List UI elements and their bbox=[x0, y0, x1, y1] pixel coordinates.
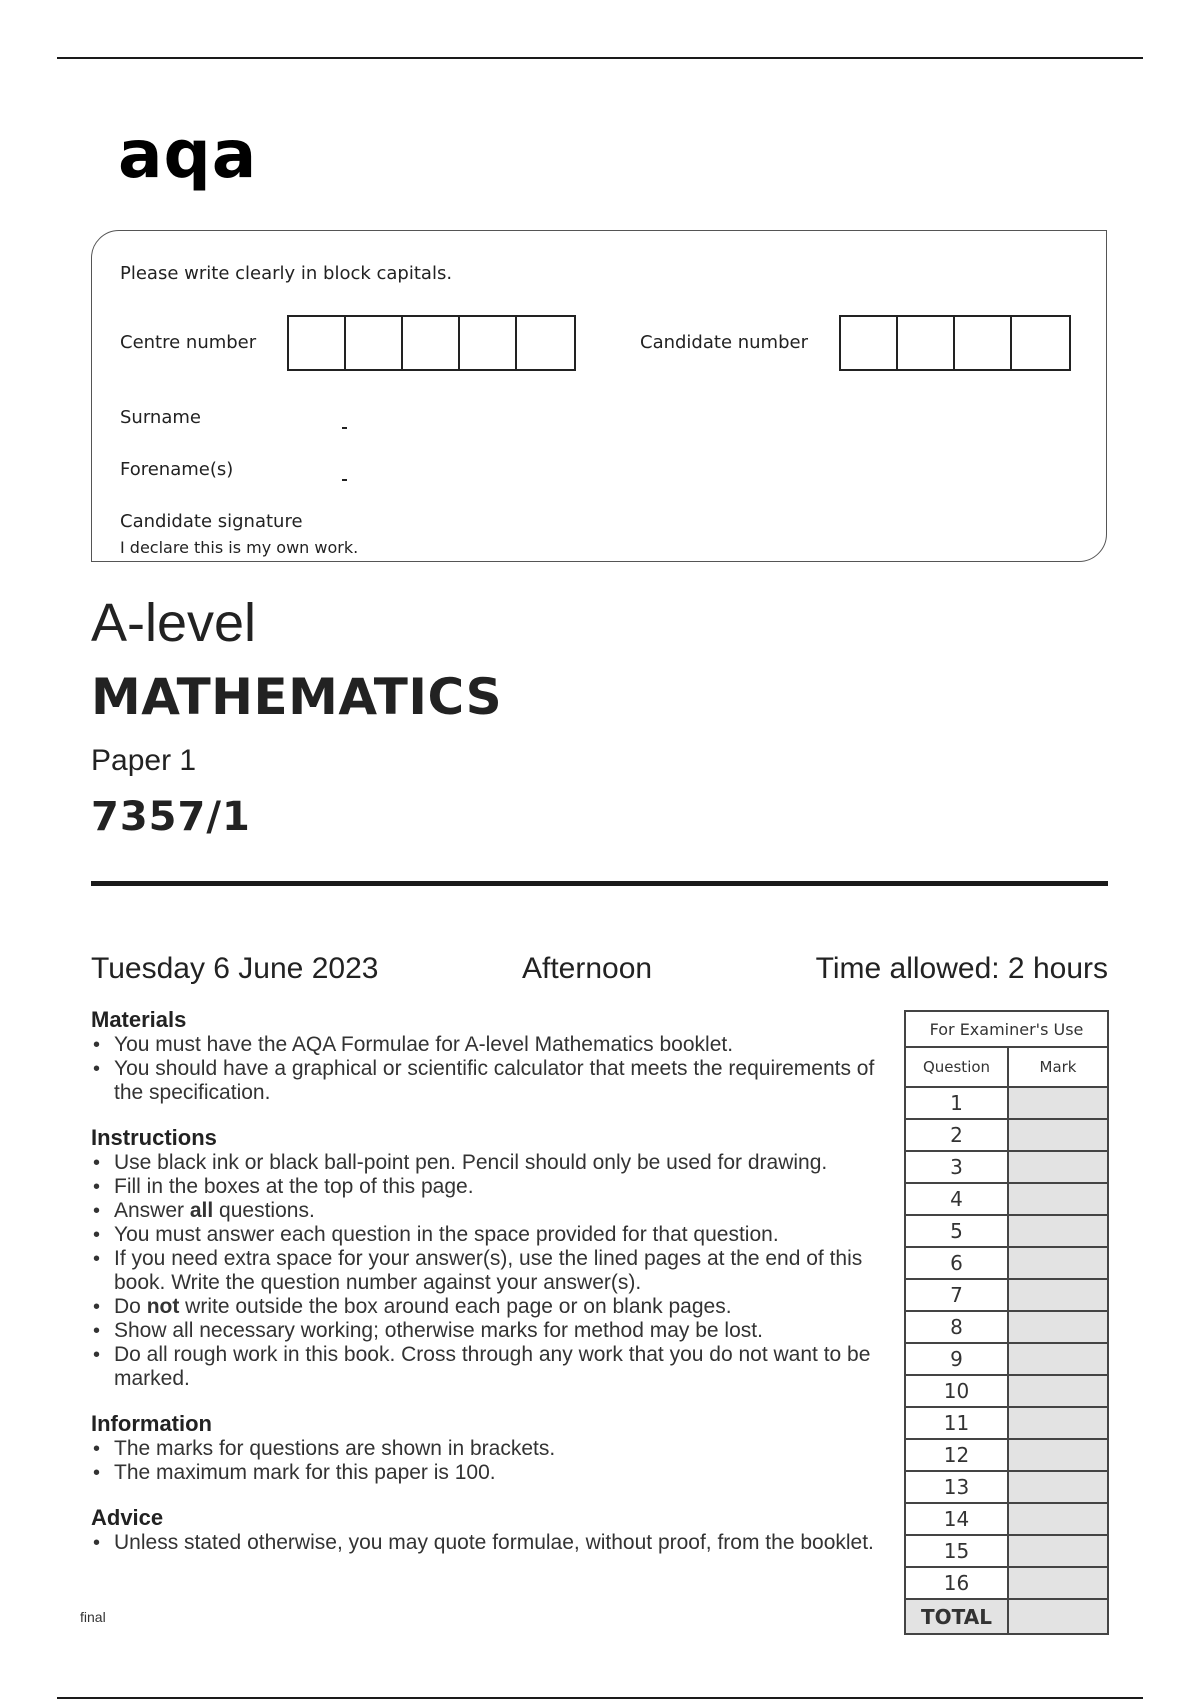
centre-number-boxes[interactable] bbox=[287, 315, 576, 371]
paper-number: Paper 1 bbox=[91, 744, 197, 777]
front-cover-sections bbox=[91, 1007, 891, 1575]
total-mark-cell bbox=[1008, 1599, 1108, 1634]
table-row bbox=[905, 1151, 1108, 1183]
list-item: • If you need extra space for your answer(s), use the lined pages at the end of this book. Write the question number against your answer(s). bbox=[91, 1247, 891, 1295]
question-number: 15 bbox=[905, 1535, 1008, 1567]
list-item: • The marks for questions are shown in brackets. bbox=[91, 1437, 891, 1461]
table-row bbox=[905, 1471, 1108, 1503]
examiner-use-table bbox=[904, 1010, 1109, 1635]
table-row bbox=[905, 1119, 1108, 1151]
table-row bbox=[905, 1343, 1108, 1375]
mark-cell bbox=[1008, 1503, 1108, 1535]
centre-digit-box[interactable] bbox=[289, 317, 346, 369]
mark-column-header: Mark bbox=[1008, 1047, 1108, 1087]
mark-cell bbox=[1008, 1535, 1108, 1567]
question-number: 5 bbox=[905, 1215, 1008, 1247]
centre-digit-box[interactable] bbox=[517, 317, 574, 369]
question-number: 14 bbox=[905, 1503, 1008, 1535]
list-item: • Answer all questions. bbox=[91, 1199, 891, 1223]
top-rule bbox=[57, 57, 1143, 59]
list-item: • Fill in the boxes at the top of this page. bbox=[91, 1175, 891, 1199]
candidate-number-label: Candidate number bbox=[640, 332, 808, 353]
mark-cell bbox=[1008, 1279, 1108, 1311]
instructions-heading: Instructions bbox=[91, 1125, 217, 1150]
list-item: • You should have a graphical or scientific calculator that meets the requirements of the specification. bbox=[91, 1057, 891, 1105]
question-number: 7 bbox=[905, 1279, 1008, 1311]
forename-field[interactable] bbox=[342, 479, 347, 481]
table-row bbox=[905, 1183, 1108, 1215]
emphasis-word: all bbox=[189, 1199, 214, 1222]
mark-cell bbox=[1008, 1311, 1108, 1343]
list-item: • Unless stated otherwise, you may quote formulae, without proof, from the booklet. bbox=[91, 1531, 891, 1555]
information-heading: Information bbox=[91, 1411, 212, 1436]
mark-cell bbox=[1008, 1375, 1108, 1407]
list-item: • Show all necessary working; otherwise marks for method may be lost. bbox=[91, 1319, 891, 1343]
exam-session: Afternoon bbox=[522, 952, 653, 985]
surname-label: Surname bbox=[120, 407, 201, 428]
paper-code: 7357/1 bbox=[91, 794, 251, 840]
block-capitals-instruction: Please write clearly in block capitals. bbox=[120, 263, 453, 284]
question-number: 2 bbox=[905, 1119, 1008, 1151]
candidate-number-boxes[interactable] bbox=[839, 315, 1071, 371]
question-number: 3 bbox=[905, 1151, 1008, 1183]
mark-cell bbox=[1008, 1087, 1108, 1119]
question-column-header: Question bbox=[905, 1047, 1008, 1087]
mark-cell bbox=[1008, 1215, 1108, 1247]
question-number: 4 bbox=[905, 1183, 1008, 1215]
aqa-logo: aqa bbox=[118, 116, 258, 193]
forename-label: Forename(s) bbox=[120, 459, 234, 480]
centre-digit-box[interactable] bbox=[460, 317, 517, 369]
mark-cell bbox=[1008, 1439, 1108, 1471]
information-section bbox=[91, 1411, 891, 1485]
emphasis-word: not bbox=[146, 1295, 180, 1318]
question-number: 16 bbox=[905, 1567, 1008, 1599]
materials-heading: Materials bbox=[91, 1007, 187, 1032]
signature-label: Candidate signature bbox=[120, 511, 303, 532]
list-item: • You must answer each question in the space provided for that question. bbox=[91, 1223, 891, 1247]
candidate-digit-box[interactable] bbox=[1012, 317, 1069, 369]
title-divider bbox=[91, 881, 1108, 886]
candidate-digit-box[interactable] bbox=[898, 317, 955, 369]
table-row bbox=[905, 1311, 1108, 1343]
table-row bbox=[905, 1215, 1108, 1247]
surname-field[interactable] bbox=[342, 427, 347, 429]
question-number: 12 bbox=[905, 1439, 1008, 1471]
list-item: • The maximum mark for this paper is 100. bbox=[91, 1461, 891, 1485]
subject-title: MATHEMATICS bbox=[91, 668, 503, 726]
total-row bbox=[905, 1599, 1108, 1634]
list-item: • Do all rough work in this book. Cross through any work that you do not want to be marked. bbox=[91, 1343, 891, 1391]
table-row bbox=[905, 1375, 1108, 1407]
advice-heading: Advice bbox=[91, 1505, 164, 1530]
qualification-level: A-level bbox=[91, 593, 257, 653]
total-label: TOTAL bbox=[905, 1599, 1008, 1634]
mark-cell bbox=[1008, 1247, 1108, 1279]
table-row bbox=[905, 1087, 1108, 1119]
bottom-rule bbox=[57, 1697, 1143, 1699]
mark-cell bbox=[1008, 1343, 1108, 1375]
question-number: 13 bbox=[905, 1471, 1008, 1503]
candidate-digit-box[interactable] bbox=[955, 317, 1012, 369]
table-row bbox=[905, 1535, 1108, 1567]
table-row bbox=[905, 1439, 1108, 1471]
exam-date: Tuesday 6 June 2023 bbox=[91, 952, 379, 985]
footer-note: final bbox=[80, 1609, 106, 1625]
mark-cell bbox=[1008, 1407, 1108, 1439]
mark-cell bbox=[1008, 1119, 1108, 1151]
advice-section bbox=[91, 1505, 891, 1555]
question-number: 10 bbox=[905, 1375, 1008, 1407]
table-row bbox=[905, 1407, 1108, 1439]
candidate-details-box bbox=[91, 230, 1107, 562]
mark-cell bbox=[1008, 1151, 1108, 1183]
list-item: • You must have the AQA Formulae for A-level Mathematics booklet. bbox=[91, 1033, 891, 1057]
table-row bbox=[905, 1247, 1108, 1279]
instructions-section bbox=[91, 1125, 891, 1391]
centre-digit-box[interactable] bbox=[346, 317, 403, 369]
mark-cell bbox=[1008, 1567, 1108, 1599]
mark-cell bbox=[1008, 1183, 1108, 1215]
list-item: • Do not write outside the box around each page or on blank pages. bbox=[91, 1295, 891, 1319]
candidate-digit-box[interactable] bbox=[841, 317, 898, 369]
table-row bbox=[905, 1567, 1108, 1599]
centre-number-label: Centre number bbox=[120, 332, 257, 353]
table-row bbox=[905, 1503, 1108, 1535]
question-number: 8 bbox=[905, 1311, 1008, 1343]
list-item: • Use black ink or black ball-point pen. Pencil should only be used for drawing. bbox=[91, 1151, 891, 1175]
question-number: 9 bbox=[905, 1343, 1008, 1375]
mark-cell bbox=[1008, 1471, 1108, 1503]
question-number: 11 bbox=[905, 1407, 1008, 1439]
question-number: 1 bbox=[905, 1087, 1008, 1119]
materials-section bbox=[91, 1007, 891, 1105]
examiner-table-title: For Examiner's Use bbox=[905, 1011, 1108, 1047]
time-allowed: Time allowed: 2 hours bbox=[815, 952, 1108, 985]
table-row bbox=[905, 1279, 1108, 1311]
centre-digit-box[interactable] bbox=[403, 317, 460, 369]
declaration-text: I declare this is my own work. bbox=[120, 538, 359, 557]
question-number: 6 bbox=[905, 1247, 1008, 1279]
